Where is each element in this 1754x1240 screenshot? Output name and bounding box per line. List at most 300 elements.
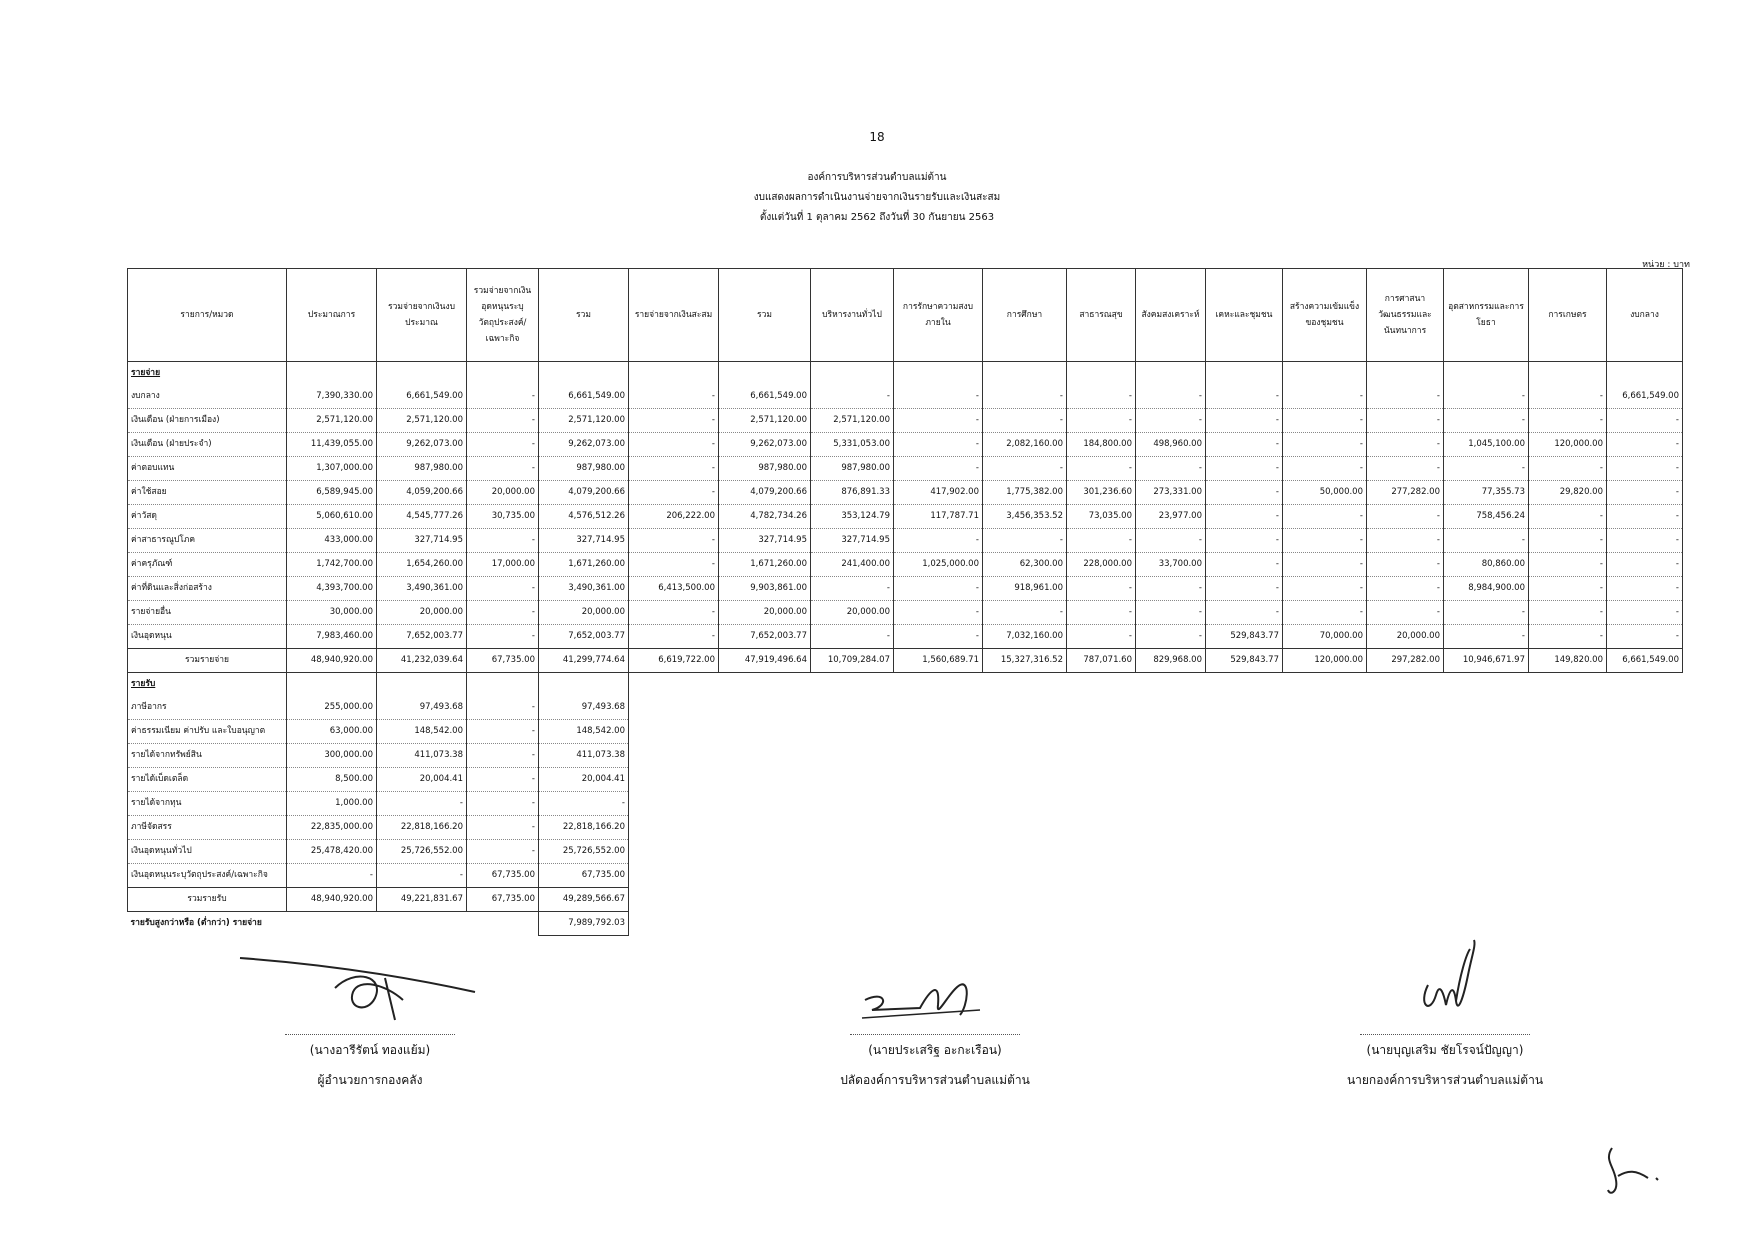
value-cell: 49,289,566.67: [539, 888, 629, 912]
blank-cell: [719, 673, 811, 697]
value-cell: -: [629, 601, 719, 625]
blank-cell: [1607, 912, 1683, 936]
value-cell: 4,079,200.66: [539, 481, 629, 505]
blank-cell: [1283, 840, 1367, 864]
empty-cell: [287, 673, 377, 697]
value-cell: -: [1206, 481, 1283, 505]
blank-cell: [1283, 912, 1367, 936]
value-cell: 20,000.00: [467, 481, 539, 505]
value-cell: -: [1529, 601, 1607, 625]
row-label: เงินอุดหนุนระบุวัตถุประสงค์/เฉพาะกิจ: [128, 864, 287, 888]
value-cell: -: [811, 625, 894, 649]
blank-cell: [1529, 696, 1607, 720]
value-cell: 297,282.00: [1367, 649, 1444, 673]
blank-cell: [1283, 816, 1367, 840]
value-cell: -: [983, 601, 1067, 625]
blank-cell: [811, 864, 894, 888]
value-cell: -: [1206, 505, 1283, 529]
section-header-row: [128, 673, 1683, 697]
blank-cell: [1283, 696, 1367, 720]
blank-cell: [894, 720, 983, 744]
column-header: สร้างความเข้มแข็งของชุมชน: [1283, 269, 1367, 362]
blank-cell: [1444, 792, 1529, 816]
value-cell: -: [1136, 409, 1206, 433]
value-cell: 20,004.41: [539, 768, 629, 792]
value-cell: -: [1444, 457, 1529, 481]
value-cell: 529,843.77: [1206, 649, 1283, 673]
value-cell: 20,000.00: [719, 601, 811, 625]
empty-cell: [1367, 362, 1444, 386]
blank-cell: [1067, 912, 1136, 936]
value-cell: -: [894, 433, 983, 457]
column-header: การรักษาความสงบภายใน: [894, 269, 983, 362]
blank-cell: [894, 792, 983, 816]
blank-cell: [1206, 673, 1283, 697]
blank-cell: [629, 744, 719, 768]
blank-cell: [811, 888, 894, 912]
value-cell: 277,282.00: [1367, 481, 1444, 505]
unit-label: หน่วย : บาท: [1642, 260, 1690, 270]
column-header: เคหะและชุมชน: [1206, 269, 1283, 362]
value-cell: 1,307,000.00: [287, 457, 377, 481]
blank-cell: [811, 768, 894, 792]
row-label: เงินเดือน (ฝ่ายประจำ): [128, 433, 287, 457]
blank-cell: [983, 720, 1067, 744]
value-cell: -: [1283, 529, 1367, 553]
value-cell: 327,714.95: [539, 529, 629, 553]
blank-cell: [1367, 673, 1444, 697]
row-label: รายได้จากทรัพย์สิน: [128, 744, 287, 768]
value-cell: 3,490,361.00: [539, 577, 629, 601]
value-cell: 6,661,549.00: [1607, 649, 1683, 673]
value-cell: 20,000.00: [1367, 625, 1444, 649]
empty-cell: [1283, 362, 1367, 386]
value-cell: 4,576,512.26: [539, 505, 629, 529]
value-cell: -: [1136, 385, 1206, 409]
blank-cell: [629, 888, 719, 912]
value-cell: 25,478,420.00: [287, 840, 377, 864]
blank-cell: [629, 768, 719, 792]
blank-cell: [719, 744, 811, 768]
value-cell: 11,439,055.00: [287, 433, 377, 457]
column-header: สังคมสงเคราะห์: [1136, 269, 1206, 362]
blank-cell: [1206, 744, 1283, 768]
value-cell: -: [1283, 505, 1367, 529]
blank-cell: [811, 720, 894, 744]
column-header: รวมจ่ายจากเงินงบประมาณ: [377, 269, 467, 362]
row-label: รายจ่ายอื่น: [128, 601, 287, 625]
value-cell: -: [1067, 385, 1136, 409]
blank-cell: [1136, 864, 1206, 888]
blank-cell: [1607, 673, 1683, 697]
empty-cell: [287, 362, 377, 386]
signature-block-chief: [830, 1034, 1040, 1095]
value-cell: 29,820.00: [1529, 481, 1607, 505]
blank-cell: [1367, 912, 1444, 936]
value-cell: -: [377, 792, 467, 816]
value-cell: -: [467, 529, 539, 553]
table-row: [128, 792, 1683, 816]
empty-cell: [1136, 362, 1206, 386]
value-cell: 77,355.73: [1444, 481, 1529, 505]
value-cell: 918,961.00: [983, 577, 1067, 601]
value-cell: 411,073.38: [377, 744, 467, 768]
value-cell: -: [894, 577, 983, 601]
value-cell: -: [894, 409, 983, 433]
empty-cell: [983, 362, 1067, 386]
statement-title: งบแสดงผลการดำเนินงานจ่ายจากเงินรายรับและเงินสะสม: [753, 192, 1001, 203]
signer-title-chief: ปลัดองค์การบริหารส่วนตำบลแม่ต้าน: [840, 1073, 1030, 1087]
initials-mark: [1600, 1140, 1670, 1200]
blank-cell: [719, 864, 811, 888]
value-cell: -: [467, 625, 539, 649]
value-cell: 1,775,382.00: [983, 481, 1067, 505]
value-cell: 23,977.00: [1136, 505, 1206, 529]
value-cell: 80,860.00: [1444, 553, 1529, 577]
value-cell: 7,652,003.77: [719, 625, 811, 649]
value-cell: 149,820.00: [1529, 649, 1607, 673]
table-body: [128, 362, 1683, 936]
column-header: รวม: [539, 269, 629, 362]
blank-cell: [1444, 673, 1529, 697]
blank-cell: [1607, 840, 1683, 864]
value-cell: -: [1206, 577, 1283, 601]
value-cell: -: [1067, 625, 1136, 649]
blank-cell: [1136, 720, 1206, 744]
blank-cell: [894, 673, 983, 697]
signature-chief-administrator: [860, 960, 1000, 1030]
value-cell: -: [629, 433, 719, 457]
column-header: การศึกษา: [983, 269, 1067, 362]
value-cell: -: [467, 720, 539, 744]
table-row: [128, 577, 1683, 601]
blank-cell: [1529, 673, 1607, 697]
row-label: เงินเดือน (ฝ่ายการเมือง): [128, 409, 287, 433]
value-cell: -: [1067, 457, 1136, 481]
total-row: [128, 888, 1683, 912]
value-cell: 8,984,900.00: [1444, 577, 1529, 601]
value-cell: 20,000.00: [377, 601, 467, 625]
value-cell: 241,400.00: [811, 553, 894, 577]
value-cell: 255,000.00: [287, 696, 377, 720]
value-cell: -: [1529, 457, 1607, 481]
value-cell: -: [467, 577, 539, 601]
blank-cell: [629, 720, 719, 744]
value-cell: -: [1444, 385, 1529, 409]
value-cell: 41,299,774.64: [539, 649, 629, 673]
column-header: การเกษตร: [1529, 269, 1607, 362]
blank-cell: [1067, 696, 1136, 720]
value-cell: 273,331.00: [1136, 481, 1206, 505]
value-cell: -: [1529, 529, 1607, 553]
empty-cell: [894, 362, 983, 386]
value-cell: 498,960.00: [1136, 433, 1206, 457]
value-cell: -: [1444, 409, 1529, 433]
total-row: [128, 649, 1683, 673]
value-cell: 987,980.00: [719, 457, 811, 481]
row-label: รายได้จากทุน: [128, 792, 287, 816]
value-cell: 829,968.00: [1136, 649, 1206, 673]
blank-cell: [1367, 816, 1444, 840]
signer-name-mayor: (นายบุญเสริม ชัยโรจน์ปัญญา): [1366, 1043, 1524, 1057]
value-cell: -: [629, 553, 719, 577]
value-cell: 1,654,260.00: [377, 553, 467, 577]
blank-cell: [1136, 768, 1206, 792]
value-cell: 7,032,160.00: [983, 625, 1067, 649]
value-cell: -: [467, 433, 539, 457]
value-cell: -: [467, 601, 539, 625]
blank-cell: [1529, 840, 1607, 864]
column-header: สาธารณสุข: [1067, 269, 1136, 362]
value-cell: 184,800.00: [1067, 433, 1136, 457]
value-cell: -: [467, 696, 539, 720]
blank-cell: [629, 792, 719, 816]
value-cell: 8,500.00: [287, 768, 377, 792]
blank-cell: [1206, 768, 1283, 792]
blank-cell: [1283, 792, 1367, 816]
value-cell: -: [1067, 409, 1136, 433]
value-cell: 876,891.33: [811, 481, 894, 505]
blank-cell: [1444, 696, 1529, 720]
blank-cell: [983, 696, 1067, 720]
blank-cell: [629, 673, 719, 697]
empty-cell: [1607, 362, 1683, 386]
value-cell: 327,714.95: [811, 529, 894, 553]
column-header: บริหารงานทั่วไป: [811, 269, 894, 362]
value-cell: 5,331,053.00: [811, 433, 894, 457]
empty-cell: [467, 673, 539, 697]
blank-cell: [1529, 720, 1607, 744]
blank-cell: [811, 792, 894, 816]
blank-cell: [894, 888, 983, 912]
blank-cell: [1067, 792, 1136, 816]
value-cell: 30,735.00: [467, 505, 539, 529]
value-cell: 20,000.00: [811, 601, 894, 625]
blank-cell: [719, 720, 811, 744]
signer-title-finance: ผู้อำนวยการกองคลัง: [317, 1073, 423, 1087]
blank-cell: [629, 816, 719, 840]
table-row: [128, 529, 1683, 553]
blank-cell: [983, 673, 1067, 697]
blank-cell: [719, 888, 811, 912]
blank-cell: [894, 912, 983, 936]
row-label: ค่าตอบแทน: [128, 457, 287, 481]
value-cell: -: [1367, 457, 1444, 481]
value-cell: 1,045,100.00: [1444, 433, 1529, 457]
empty-cell: [1529, 362, 1607, 386]
value-cell: 120,000.00: [1283, 649, 1367, 673]
blank-cell: [1444, 912, 1529, 936]
blank-cell: [1206, 816, 1283, 840]
document-title-block: [0, 168, 1754, 228]
value-cell: -: [983, 385, 1067, 409]
value-cell: -: [467, 816, 539, 840]
blank-cell: [1444, 816, 1529, 840]
row-label: รวมรายรับ: [128, 888, 287, 912]
value-cell: -: [287, 864, 377, 888]
value-cell: 1,025,000.00: [894, 553, 983, 577]
blank-cell: [1283, 864, 1367, 888]
section-label: รายรับ: [128, 673, 287, 697]
blank-cell: [1067, 768, 1136, 792]
value-cell: -: [1283, 553, 1367, 577]
value-cell: -: [467, 409, 539, 433]
value-cell: 758,456.24: [1444, 505, 1529, 529]
value-cell: 63,000.00: [287, 720, 377, 744]
blank-cell: [1444, 744, 1529, 768]
value-cell: 17,000.00: [467, 553, 539, 577]
blank-cell: [1283, 673, 1367, 697]
empty-cell: [467, 362, 539, 386]
table-header-row: [128, 269, 1683, 362]
empty-cell: [377, 362, 467, 386]
value-cell: -: [1367, 529, 1444, 553]
value-cell: 9,903,861.00: [719, 577, 811, 601]
value-cell: 33,700.00: [1136, 553, 1206, 577]
blank-cell: [1367, 696, 1444, 720]
signature-block-finance: [270, 1034, 470, 1095]
column-header: ประมาณการ: [287, 269, 377, 362]
value-cell: -: [1444, 529, 1529, 553]
blank-cell: [1067, 744, 1136, 768]
value-cell: -: [1529, 553, 1607, 577]
value-cell: -: [1444, 625, 1529, 649]
blank-cell: [1136, 888, 1206, 912]
blank-cell: [629, 864, 719, 888]
blank-cell: [1206, 720, 1283, 744]
value-cell: 7,390,330.00: [287, 385, 377, 409]
column-header: การศาสนาวัฒนธรรมและนันทนาการ: [1367, 269, 1444, 362]
value-cell: 206,222.00: [629, 505, 719, 529]
value-cell: -: [1283, 433, 1367, 457]
value-cell: 47,919,496.64: [719, 649, 811, 673]
blank-cell: [1607, 864, 1683, 888]
value-cell: -: [1067, 529, 1136, 553]
value-cell: -: [377, 864, 467, 888]
blank-cell: [983, 888, 1067, 912]
value-cell: 1,742,700.00: [287, 553, 377, 577]
blank-cell: [1067, 673, 1136, 697]
blank-cell: [983, 840, 1067, 864]
empty-cell: [539, 673, 629, 697]
blank-cell: [1367, 864, 1444, 888]
table-row: [128, 601, 1683, 625]
blank-cell: [1206, 912, 1283, 936]
row-label: ค่าธรรมเนียม ค่าปรับ และใบอนุญาต: [128, 720, 287, 744]
value-cell: -: [983, 529, 1067, 553]
value-cell: 48,940,920.00: [287, 649, 377, 673]
blank-cell: [1444, 840, 1529, 864]
value-cell: -: [1367, 409, 1444, 433]
value-cell: -: [1607, 505, 1683, 529]
value-cell: 228,000.00: [1067, 553, 1136, 577]
value-cell: 787,071.60: [1067, 649, 1136, 673]
value-cell: -: [1206, 553, 1283, 577]
column-header: รายจ่ายจากเงินสะสม: [629, 269, 719, 362]
value-cell: -: [629, 529, 719, 553]
blank-cell: [1206, 792, 1283, 816]
table-row: [128, 385, 1683, 409]
blank-cell: [1283, 744, 1367, 768]
blank-cell: [1367, 840, 1444, 864]
row-label: ภาษีจัดสรร: [128, 816, 287, 840]
table-row: [128, 744, 1683, 768]
blank-cell: [1206, 840, 1283, 864]
value-cell: -: [894, 457, 983, 481]
value-cell: 301,236.60: [1067, 481, 1136, 505]
table-row: [128, 816, 1683, 840]
blank-cell: [811, 673, 894, 697]
row-label: ค่าครุภัณฑ์: [128, 553, 287, 577]
value-cell: 6,661,549.00: [377, 385, 467, 409]
surplus-row: [128, 912, 1683, 936]
signer-name-chief: (นายประเสริฐ อะกะเรือน): [868, 1043, 1002, 1057]
empty-cell: [629, 362, 719, 386]
blank-cell: [1529, 912, 1607, 936]
table-row: [128, 457, 1683, 481]
blank-cell: [983, 864, 1067, 888]
blank-cell: [983, 768, 1067, 792]
blank-cell: [1367, 720, 1444, 744]
value-cell: -: [1206, 529, 1283, 553]
value-cell: -: [1607, 481, 1683, 505]
value-cell: -: [894, 601, 983, 625]
blank-cell: [1444, 888, 1529, 912]
blank-cell: [1067, 720, 1136, 744]
blank-cell: [811, 696, 894, 720]
value-cell: 6,413,500.00: [629, 577, 719, 601]
row-label: ค่าใช้สอย: [128, 481, 287, 505]
value-cell: -: [539, 792, 629, 816]
blank-cell: [1136, 912, 1206, 936]
value-cell: 327,714.95: [719, 529, 811, 553]
value-cell: -: [1529, 385, 1607, 409]
value-cell: -: [1206, 385, 1283, 409]
value-cell: -: [1607, 601, 1683, 625]
value-cell: 49,221,831.67: [377, 888, 467, 912]
value-cell: 7,983,460.00: [287, 625, 377, 649]
value-cell: 67,735.00: [539, 864, 629, 888]
blank-cell: [719, 792, 811, 816]
value-cell: 9,262,073.00: [377, 433, 467, 457]
value-cell: -: [1206, 457, 1283, 481]
blank-cell: [894, 816, 983, 840]
blank-cell: [894, 768, 983, 792]
blank-cell: [629, 696, 719, 720]
value-cell: 10,946,671.97: [1444, 649, 1529, 673]
value-cell: -: [1529, 505, 1607, 529]
blank-cell: [1607, 768, 1683, 792]
value-cell: 353,124.79: [811, 505, 894, 529]
value-cell: 2,082,160.00: [983, 433, 1067, 457]
table-row: [128, 720, 1683, 744]
blank-cell: [1529, 888, 1607, 912]
blank-cell: [1206, 864, 1283, 888]
blank-cell: [719, 768, 811, 792]
blank-cell: [1607, 888, 1683, 912]
value-cell: 22,818,166.20: [377, 816, 467, 840]
blank-cell: [1367, 768, 1444, 792]
value-cell: -: [467, 768, 539, 792]
table-row: [128, 864, 1683, 888]
value-cell: -: [1367, 505, 1444, 529]
value-cell: 117,787.71: [894, 505, 983, 529]
value-cell: 2,571,120.00: [719, 409, 811, 433]
value-cell: -: [467, 840, 539, 864]
value-cell: 6,661,549.00: [539, 385, 629, 409]
empty-cell: [1206, 362, 1283, 386]
value-cell: -: [1283, 577, 1367, 601]
